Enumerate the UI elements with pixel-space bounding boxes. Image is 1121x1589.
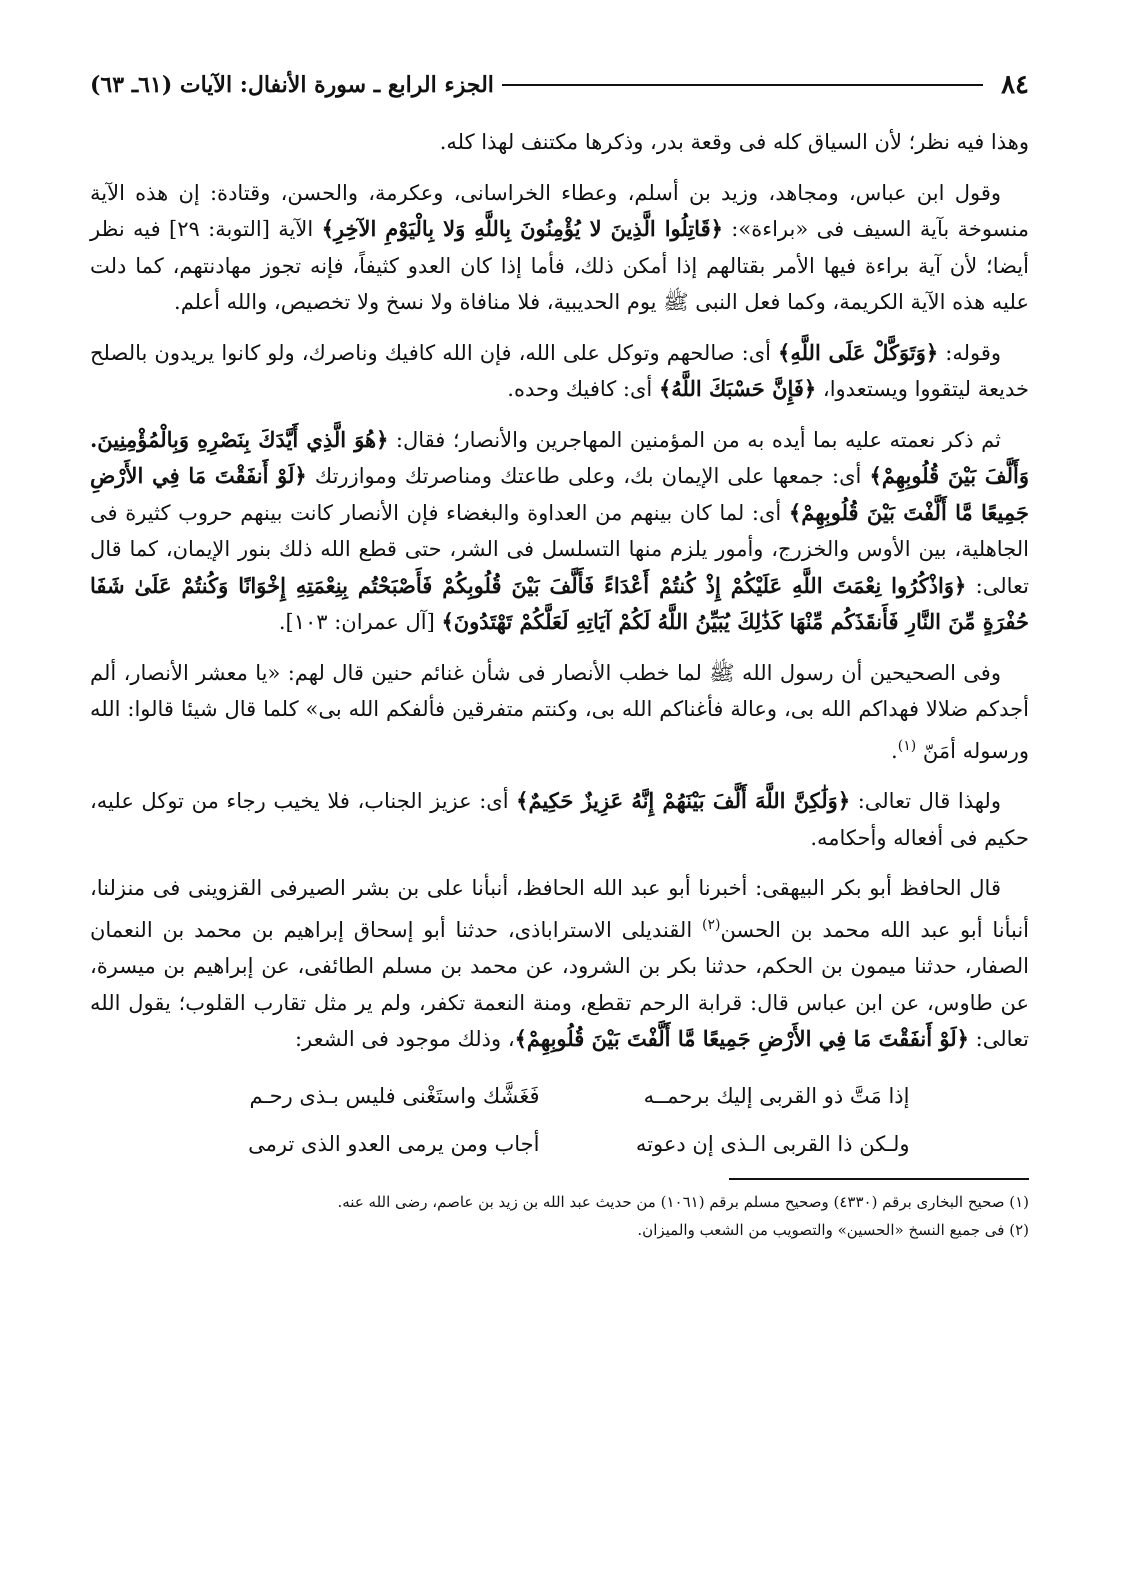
text-segment: أى: كافيك وحده. bbox=[507, 377, 659, 401]
footnote-rule bbox=[729, 1178, 1029, 1180]
poem-hemistich: إذا مَتَّ ذو القربى إليك برحمــه bbox=[643, 1083, 910, 1108]
text-segment: أى: صالحهم وتوكل على الله، فإن الله كافيك وناصرك، ولو كانوا يريدون بالصلح خديعة ليتقووا ويستعدوا، bbox=[90, 340, 1029, 401]
paragraph bbox=[90, 175, 1029, 321]
paragraph bbox=[90, 870, 1029, 1058]
text-segment: وفى الصحيحين أن رسول الله ﷺ لما خطب الأنصار فى شأن غنائم حنين قال لهم: «يا معشر الأنصار، ألم أجدكم ضلالا فهداكم الله بى، وعالة فأغناكم الله بى، وكنتم متفرقين فألفكم الله بى» كلما قال شيئا قالوا: الله ورسوله أمَنّ bbox=[90, 660, 1029, 763]
text-segment: أى: عزيز الجناب، فلا يخيب رجاء من توكل عليه، حكيم فى أفعاله وأحكامه. bbox=[90, 789, 1029, 850]
poem-line bbox=[90, 1120, 1029, 1168]
text-segment: أى: جمعها على الإيمان بك، وعلى طاعتك ومناصرتك وموازرتك bbox=[306, 464, 870, 488]
footnote: (٢) فى جميع النسخ «الحسين» والتصويب من الشعب والميزان. bbox=[637, 1220, 1029, 1239]
text-segment: وقول ابن عباس، ومجاهد، وزيد بن أسلم، وعطاء الخراسانى، وعكرمة، والحسن، وقتادة: إن هذه الآية منسوخة بآية السيف فى «براءة»: bbox=[90, 180, 1029, 241]
quran-quote: ﴿وَتَوَكَّلْ عَلَى اللَّهِ﴾ bbox=[778, 339, 939, 365]
text-segment: . bbox=[891, 738, 898, 763]
quran-quote: ﴿لَوْ أَنفَقْتَ مَا فِي الأَرْضِ جَمِيعًا مَّا أَلَّفْتَ بَيْنَ قُلُوبِهِمْ﴾ bbox=[514, 1026, 969, 1051]
poem-line bbox=[90, 1072, 1029, 1120]
text-segment: وقوله: bbox=[938, 340, 1002, 365]
text-segment: القنديلى الاستراباذى، حدثنا أبو إسحاق إبراهيم بن محمد بن النعمان الصفار، حدثنا ميمون بن الحكم، حدثنا بكر بن الشرود، عن محمد بن مسلم الطائفى، عن إبراهيم بن ميسرة، عن طاوس، عن ابن عباس قال: قرابة الرحم تقطع، ومنة النعمة تكفر، ولم ير مثل تقارب القلوب؛ يقول الله تعالى: bbox=[90, 917, 1029, 1051]
poem-hemistich: ولـكن ذا القربى الـذى إن دعوته bbox=[635, 1131, 910, 1156]
quran-quote: ﴿لَوْ أَنفَقْتَ مَا فِي الأَرْضِ جَمِيعًا مَّا أَلَّفْتَ بَيْنَ قُلُوبِهِمْ﴾ bbox=[90, 463, 1029, 525]
paragraph bbox=[90, 335, 1029, 408]
paragraph bbox=[90, 655, 1029, 770]
text-segment: وهذا فيه نظر؛ لأن السياق كله فى وقعة بدر، وذكرها مكتنف لهذا كله. bbox=[439, 130, 1029, 154]
running-header bbox=[90, 62, 1029, 108]
paragraph bbox=[90, 124, 1029, 161]
header-title: الجزء الرابع ـ سورة الأنفال: الآيات (٦١ـ ٦٣) bbox=[90, 72, 494, 98]
quran-quote: ﴿هُوَ الَّذِي أَيَّدَكَ بِنَصْرِهِ وَبِالْمُؤْمِنِينَ. وَأَلَّفَ بَيْنَ قُلُوبِهِمْ﴾ bbox=[90, 426, 1030, 488]
text-segment: [آل عمران: ١٠٣]. bbox=[278, 610, 442, 634]
header-rule bbox=[502, 84, 983, 86]
text-segment: قال الحافظ أبو بكر البيهقى: أخبرنا أبو عبد الله الحافظ، أنبأنا على بن بشر الصيرفى القزوينى فى منزلنا، أنبأنا أبو عبد الله محمد بن الحسن bbox=[90, 876, 1030, 942]
quran-quote: ﴿فَإِنَّ حَسْبَكَ اللَّهُ﴾ bbox=[658, 376, 817, 401]
poem-hemistich: فَغَشَّك واستَغْنى فليس بـذى رحـم bbox=[249, 1083, 540, 1108]
text-segment: أى: لما كان بينهم من العداوة والبغضاء فإن الأنصار كانت بينهم حروب كثيرة فى الجاهلية، بين الأوس والخزرج، وأمور يلزم منها التسلسل فى الشر، حتى قطع الله ذلك بنور الإيمان، كما قال تعالى: bbox=[90, 500, 1029, 598]
text-segment: ، وذلك موجود فى الشعر: bbox=[294, 1027, 515, 1051]
text-segment: ولهذا قال تعالى: bbox=[850, 789, 1001, 813]
quran-quote: ﴿قَاتِلُوا الَّذِينَ لا يُؤْمِنُونَ بِاللَّهِ وَلا بِالْيَوْمِ الآخِرِ﴾ bbox=[321, 216, 723, 241]
quran-quote: ﴿وَلَٰكِنَّ اللَّهَ أَلَّفَ بَيْنَهُمْ إِنَّهُ عَزِيزٌ حَكِيمٌ﴾ bbox=[516, 788, 851, 813]
text-segment: ثم ذكر نعمته عليه بما أيده به من المؤمنين المهاجرين والأنصار؛ فقال: bbox=[388, 427, 1001, 452]
body-text bbox=[90, 124, 1029, 1058]
text-segment: الآية [التوبة: ٢٩] فيه نظر أيضا؛ لأن آية براءة فيها الأمر بقتالهم إذا أمكن ذلك، فأما إذا كان العدو كثيفاً، فإنه تجوز مهادنتهم، كما دلت عليه هذه الآية الكريمة، وكما فعل النبى ﷺ يوم الحديبية، فلا منافاة ولا نسخ ولا تخصيص، والله أعلم. bbox=[90, 217, 1029, 314]
quran-quote: ﴿وَاذْكُرُوا نِعْمَتَ اللَّهِ عَلَيْكُمْ إِذْ كُنتُمْ أَعْدَاءً فَأَلَّفَ بَيْنَ قُلُوبِكُمْ فَأَصْبَحْتُم بِنِعْمَتِهِ إِخْوَانًا وَكُنتُمْ عَلَىٰ شَفَا حُفْرَةٍ مِّنَ النَّارِ فَأَنقَذَكُم مِّنْهَا كَذَٰلِكَ يُبَيِّنُ اللَّهُ لَكُمْ آيَاتِهِ لَعَلَّكُمْ تَهْتَدُونَ﴾ bbox=[90, 572, 1029, 634]
paragraph bbox=[90, 783, 1029, 856]
footnote: (١) صحيح البخارى برقم (٤٣٣٠) وصحيح مسلم برقم (١٠٦١) من حديث عبد الله بن زيد بن عاصم، رضى الله عنه. bbox=[337, 1192, 1029, 1211]
footnote-ref: (٢) bbox=[701, 916, 721, 933]
page-number: ٨٤ bbox=[1001, 70, 1029, 100]
footnote-ref: (١) bbox=[897, 737, 917, 754]
poem-hemistich: أجاب ومن يرمى العدو الذى ترمى bbox=[248, 1131, 540, 1156]
poem bbox=[90, 1072, 1029, 1168]
paragraph bbox=[90, 422, 1029, 641]
